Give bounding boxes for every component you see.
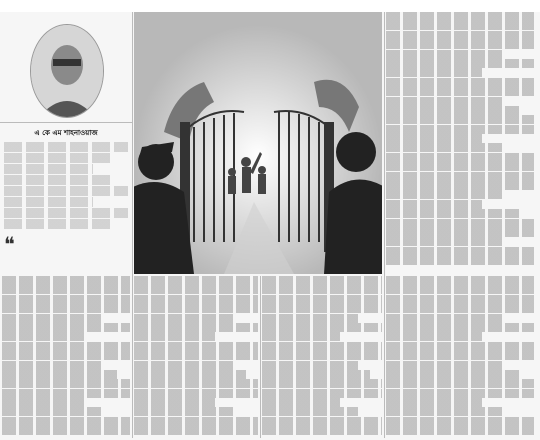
illustration-graphic <box>134 12 382 274</box>
column-placeholder-lines <box>386 276 534 435</box>
quote-mark-icon: ❝ <box>4 232 15 256</box>
column-divider <box>384 12 385 438</box>
author-name: এ কে এম শাহনাওয়াজ <box>0 122 132 139</box>
article-column-3 <box>262 276 382 438</box>
column-divider <box>132 12 133 438</box>
article-column-2 <box>134 276 258 438</box>
article-column-1 <box>2 276 130 438</box>
editorial-illustration <box>134 12 382 274</box>
article-column-right-top <box>386 12 534 274</box>
author-photo <box>30 24 104 118</box>
column-placeholder-lines <box>386 12 534 265</box>
column-placeholder-lines <box>2 276 130 435</box>
column-divider <box>260 276 261 438</box>
column-placeholder-lines <box>134 276 258 435</box>
column-placeholder-lines <box>262 276 382 435</box>
pull-quote-placeholder-lines <box>4 142 128 229</box>
pull-quote <box>4 142 128 230</box>
article-column-4 <box>386 276 534 438</box>
author-column <box>0 12 132 274</box>
headline-strip <box>0 0 540 12</box>
